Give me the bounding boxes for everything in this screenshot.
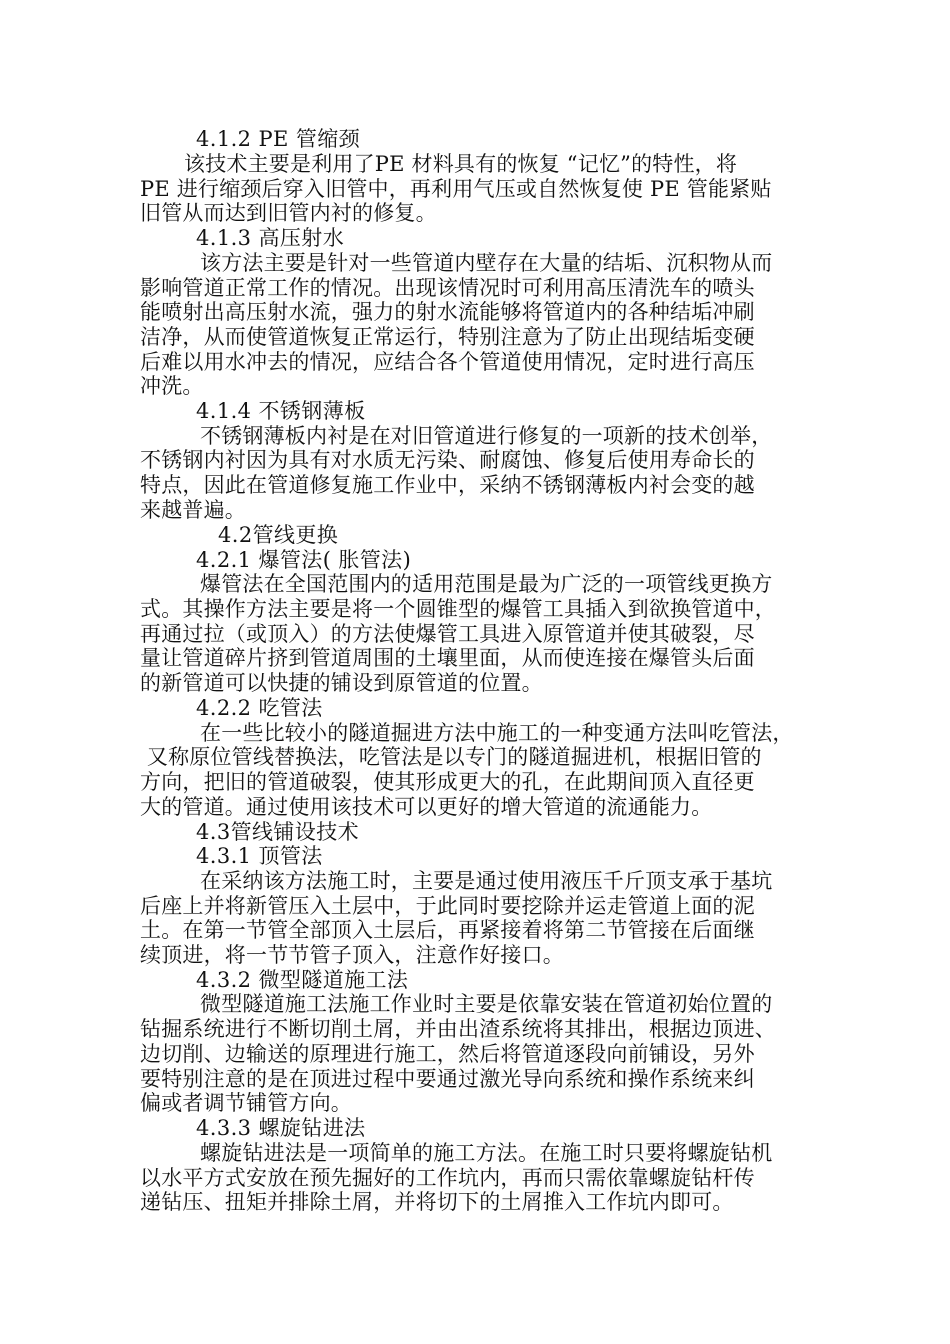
- section-heading: 4.1.3 高压射水: [196, 226, 345, 250]
- paragraph-line: 边切削、边输送的原理进行施工，然后将管道逐段向前铺设，另外: [140, 1042, 755, 1066]
- paragraph-line: 不锈钢内衬因为具有对水质无污染、耐腐蚀、修复后使用寿命长的: [140, 448, 755, 472]
- paragraph-line: 微型隧道施工法施工作业时主要是依靠安装在管道初始位置的: [200, 992, 773, 1016]
- paragraph-line: 来越普遍。: [140, 498, 246, 522]
- section-heading: 4.2.1 爆管法( 胀管法): [196, 548, 412, 572]
- section-heading: 4.3.3 螺旋钻进法: [196, 1116, 366, 1140]
- paragraph-line: 式。其操作方法主要是将一个圆锥型的爆管工具插入到欲换管道中，: [140, 597, 776, 621]
- paragraph-line: 能喷射出高压射水流，强力的射水流能够将管道内的各种结垢冲刷: [140, 300, 755, 324]
- paragraph-line: 后座上并将新管压入土层中，于此同时要挖除并运走管道上面的泥: [140, 894, 755, 918]
- paragraph-line: 土。在第一节管全部顶入土层后，再紧接着将第二节管接在后面继: [140, 918, 755, 942]
- section-heading: 4.1.2 PE 管缩颈: [196, 127, 361, 151]
- paragraph-line: 递钻压、扭矩并排除土屑，并将切下的土屑推入工作坑内即可。: [140, 1190, 734, 1214]
- section-heading: 4.3.2 微型隧道施工法: [196, 968, 409, 992]
- paragraph-line: 该技术主要是利用了PE 材料具有的恢复 “记忆”的特性，将: [184, 152, 738, 176]
- section-heading: 4.3管线铺设技术: [196, 820, 359, 844]
- paragraph-line: PE 进行缩颈后穿入旧管中，再利用气压或自然恢复使 PE 管能紧贴: [140, 177, 772, 201]
- paragraph-line: 偏或者调节铺管方向。: [140, 1091, 352, 1115]
- section-heading: 4.1.4 不锈钢薄板: [196, 399, 366, 423]
- section-heading: 4.2.2 吃管法: [196, 696, 323, 720]
- paragraph-line: 钻掘系统进行不断切削土屑，并由出渣系统将其排出，根据边顶进、: [140, 1017, 776, 1041]
- section-heading: 4.3.1 顶管法: [196, 844, 323, 868]
- paragraph-line: 在采纳该方法施工时，主要是通过使用液压千斤顶支承于基坑: [200, 869, 773, 893]
- paragraph-line: 特点，因此在管道修复施工作业中，采纳不锈钢薄板内衬会变的越: [140, 473, 755, 497]
- paragraph-line: 方向，把旧的管道破裂，使其形成更大的孔，在此期间顶入直径更: [140, 770, 755, 794]
- section-heading: 4.2管线更换: [218, 523, 339, 547]
- paragraph-line: 该方法主要是针对一些管道内壁存在大量的结垢、沉积物从而: [200, 251, 773, 275]
- paragraph-line: 的新管道可以快捷的铺设到原管道的位置。: [140, 671, 543, 695]
- paragraph-line: 影响管道正常工作的情况。出现该情况时可利用高压清洗车的喷头: [140, 276, 755, 300]
- paragraph-line: 不锈钢薄板内衬是在对旧管道进行修复的一项新的技术创举，: [200, 424, 773, 448]
- paragraph-line: 洁净，从而使管道恢复正常运行，特别注意为了防止出现结垢变硬: [140, 325, 755, 349]
- paragraph-line: 旧管从而达到旧管内衬的修复。: [140, 201, 437, 225]
- paragraph-line: 再通过拉（或顶入）的方法使爆管工具进入原管道并使其破裂，尽: [140, 622, 755, 646]
- paragraph-line: 要特别注意的是在顶进过程中要通过激光导向系统和操作系统来纠: [140, 1067, 755, 1091]
- paragraph-line: 又称原位管线替换法，吃管法是以专门的隧道掘进机，根据旧管的: [140, 745, 762, 769]
- paragraph-line: 冲洗。: [140, 374, 204, 398]
- paragraph-line: 量让管道碎片挤到管道周围的土壤里面，从而使连接在爆管头后面: [140, 646, 755, 670]
- paragraph-line: 爆管法在全国范围内的适用范围是最为广泛的一项管线更换方: [200, 572, 773, 596]
- paragraph-line: 续顶进，将一节节管子顶入，注意作好接口。: [140, 943, 564, 967]
- paragraph-line: 大的管道。通过使用该技术可以更好的增大管道的流通能力。: [140, 795, 713, 819]
- paragraph-line: 以水平方式安放在预先掘好的工作坑内，再而只需依靠螺旋钻杆传: [140, 1166, 755, 1190]
- paragraph-line: 螺旋钻进法是一项简单的施工方法。在施工时只要将螺旋钻机: [200, 1141, 773, 1165]
- paragraph-line: 在一些比较小的隧道掘进方法中施工的一种变通方法叫吃管法，: [200, 721, 794, 745]
- paragraph-line: 后难以用水冲去的情况，应结合各个管道使用情况，定时进行高压: [140, 350, 755, 374]
